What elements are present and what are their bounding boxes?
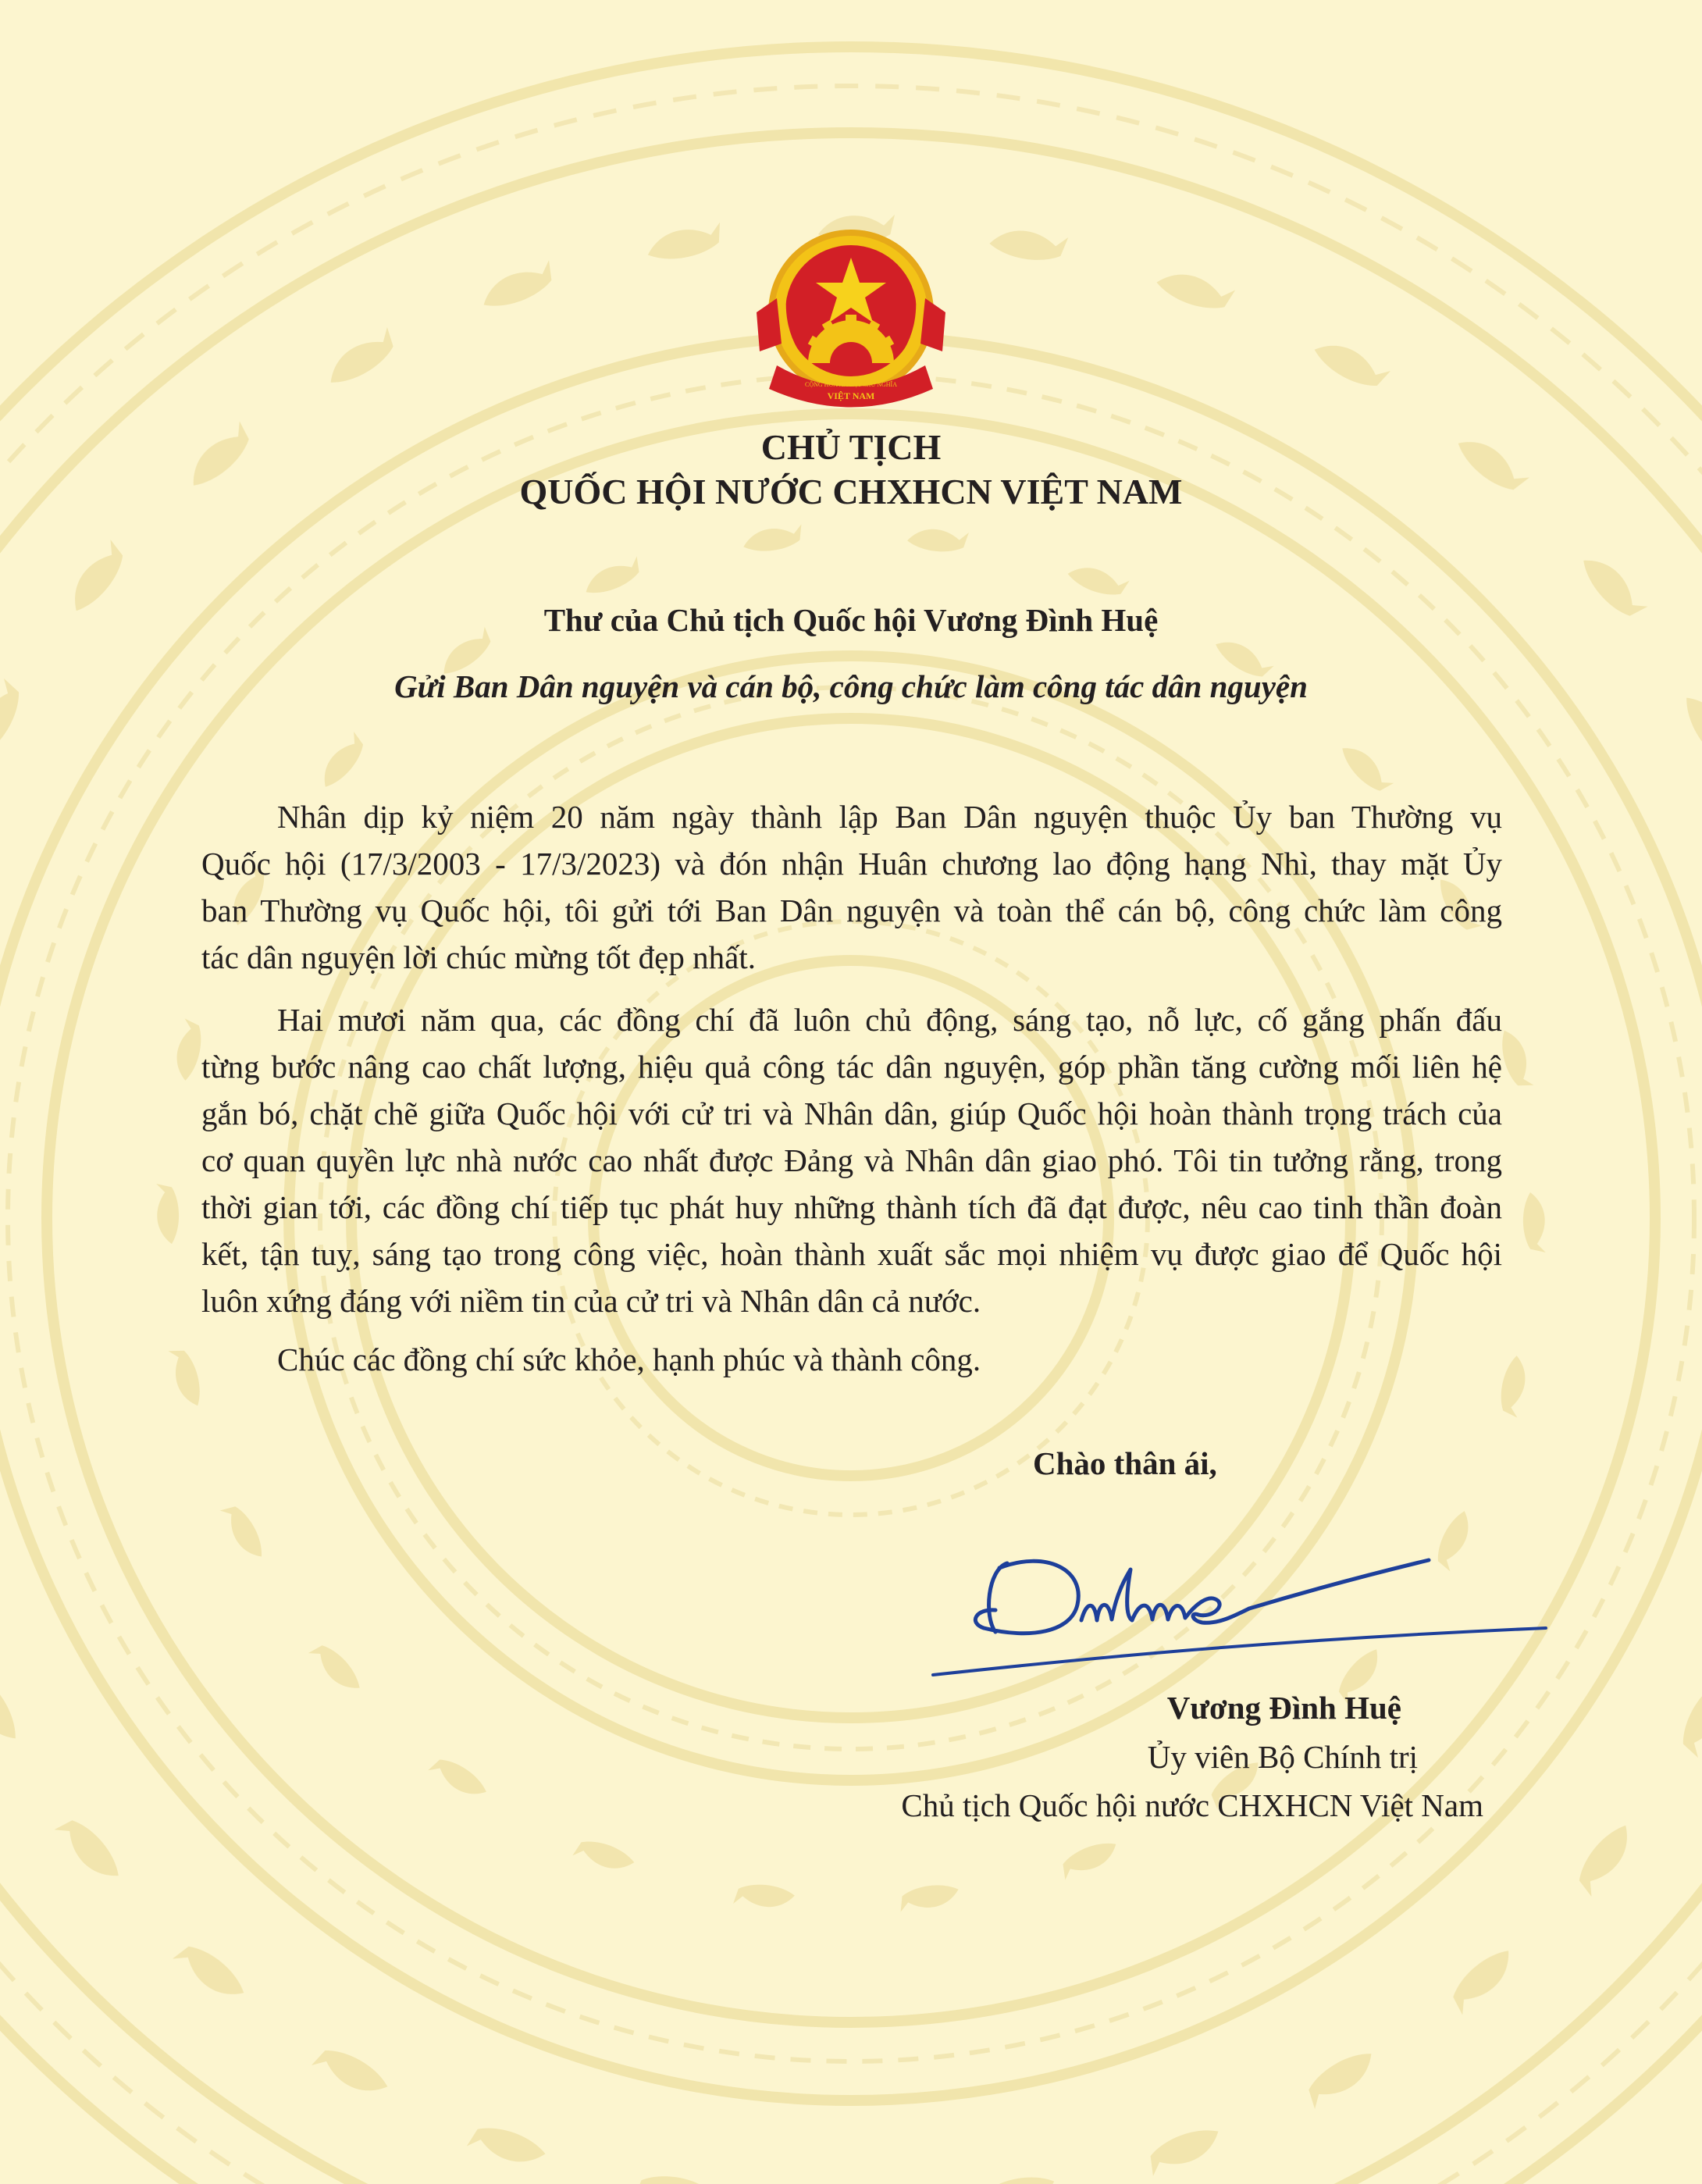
paragraph-line: từng bước nâng cao chất lượng, hiệu quả công tác dân nguyện, góp phần tăng cường mối liên hệ (201, 1049, 1502, 1085)
paragraph-line: Chúc các đồng chí sức khỏe, hạnh phúc và thành công. (277, 1341, 981, 1377)
paragraph-line: Nhân dịp kỷ niệm 20 năm ngày thành lập Ban Dân nguyện thuộc Ủy ban Thường vụ (277, 799, 1502, 835)
bird-motif-icon (1434, 1933, 1521, 2015)
bird-motif-icon (0, 1660, 36, 1748)
signer-position: Ủy viên Bộ Chính trị (1147, 1739, 1418, 1775)
bird-motif-icon (467, 2105, 554, 2172)
bird-motif-icon (985, 224, 1068, 280)
bird-motif-icon (1138, 2109, 1225, 2176)
bird-motif-icon (54, 1801, 137, 1888)
bird-motif-icon (896, 1871, 960, 1912)
paragraph-line: luôn xứng đáng với niềm tin của cử tri và Nhân dân cả nước. (201, 1283, 981, 1319)
national-emblem-icon (746, 226, 956, 418)
bird-motif-icon (1293, 2033, 1381, 2109)
bird-motif-icon (1512, 1192, 1546, 1252)
paragraph-line: thời gian tới, các đồng chí tiếp tục phát huy những thành tích đã đạt được, nêu cao tinh thần đoàn (201, 1189, 1502, 1225)
bird-motif-icon (1558, 1810, 1641, 1897)
bird-motif-icon (173, 1926, 259, 2008)
bird-motif-icon (644, 223, 727, 279)
signer-name: Vương Đình Huệ (1166, 1690, 1401, 1726)
closing-salutation: Chào thân ái, (1033, 1445, 1217, 1481)
bird-motif-icon (572, 1823, 641, 1876)
issuer-organization: QUỐC HỘI NƯỚC CHXHCN VIỆT NAM (519, 472, 1183, 511)
bird-motif-icon (314, 732, 379, 800)
bird-motif-icon (974, 2157, 1057, 2184)
bird-motif-icon (1148, 264, 1235, 331)
bird-motif-icon (156, 1184, 190, 1244)
bird-motif-icon (321, 327, 409, 403)
paragraph-line: Hai mươi năm qua, các đồng chí đã luôn chủ động, sáng tạo, nỗ lực, cố gắng phấn đấu (277, 1002, 1502, 1038)
bird-motif-icon (742, 524, 806, 565)
bird-motif-icon (1302, 333, 1390, 408)
bird-motif-icon (220, 1495, 279, 1564)
svg-text:VIỆT NAM: VIỆT NAM (827, 390, 875, 401)
letter-title: Thư của Chủ tịch Quốc hội Vương Đình Huệ (543, 602, 1159, 638)
bird-motif-icon (169, 1343, 216, 1409)
bird-motif-icon (733, 1869, 797, 1911)
paragraph-line: gắn bó, chặt chẽ giữa Quốc hội với cử tri và Nhân dân, giúp Quốc hội hoàn thành trọng trách của (201, 1096, 1502, 1131)
paragraph-line: ban Thường vụ Quốc hội, tôi gửi tới Ban Dân nguyện và toàn thể cán bộ, công chức làm công (201, 892, 1502, 928)
bird-motif-icon (308, 1630, 374, 1698)
letter-recipient: Gửi Ban Dân nguyện và cán bộ, công chức làm công tác dân nguyện (394, 668, 1308, 704)
svg-text:CỘNG HÒA XÃ HỘI CHỦ NGHĨA: CỘNG HÒA XÃ HỘI CHỦ NGHĨA (805, 381, 897, 388)
bird-motif-icon (428, 1742, 497, 1805)
bird-motif-icon (1661, 1669, 1702, 1758)
handwritten-signature (921, 1523, 1561, 1679)
signer-office: Chủ tịch Quốc hội nước CHXHCN Việt Nam (901, 1787, 1483, 1823)
bird-motif-icon (1053, 1826, 1122, 1879)
paragraph-line: kết, tận tuỵ, sáng tạo trong công việc, hoàn thành xuất sắc mọi nhiệm vụ được giao để Quốc hội (201, 1236, 1502, 1272)
bird-motif-icon (477, 260, 564, 327)
bird-motif-icon (905, 526, 969, 567)
bird-motif-icon (634, 2156, 717, 2184)
paragraph-line: cơ quan quyền lực nhà nước cao nhất được Đảng và Nhân dân giao phó. Tôi tin tưởng rằng, trong (201, 1142, 1502, 1178)
bird-motif-icon (807, 2178, 884, 2184)
paragraph-line: tác dân nguyện lời chúc mừng tốt đẹp nhất. (201, 939, 756, 975)
issuer-title: CHỦ TỊCH (760, 427, 942, 467)
paragraph-line: Quốc hội (17/3/2003 - 17/3/2023) và đón nhận Huân chương lao động hạng Nhì, thay mặt Ủy (201, 846, 1502, 882)
bird-motif-icon (312, 2028, 400, 2104)
